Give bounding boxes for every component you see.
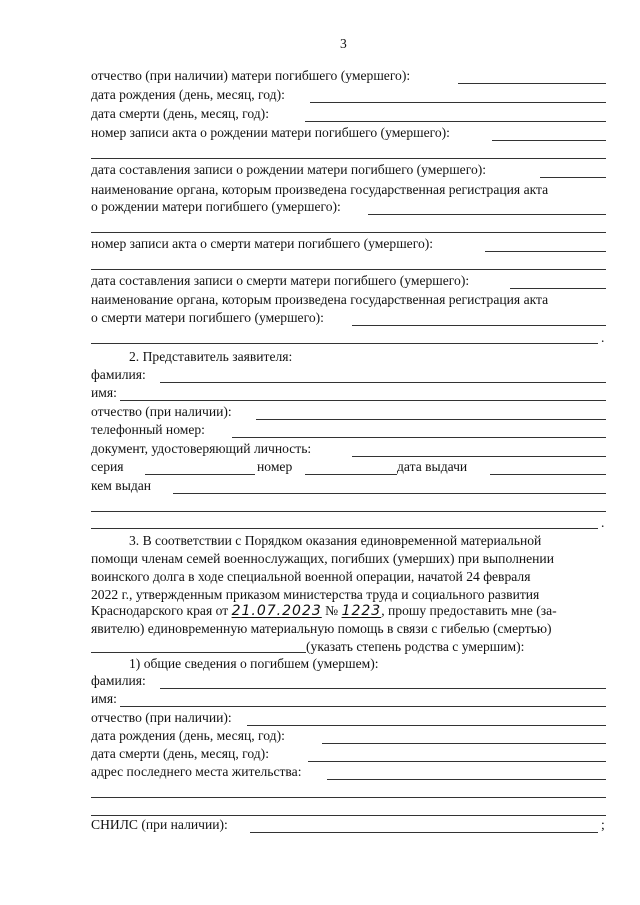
rep-issue-date-label: дата выдачи <box>397 459 468 474</box>
deceased-birth-date-line[interactable] <box>322 743 606 744</box>
rep-end-dot: . <box>601 515 605 530</box>
section3-line-4: 2022 г., утвержденным приказом министерства труда и социального развития <box>91 587 540 602</box>
section3-line-5 <box>91 603 557 619</box>
mother-patronymic-label: отчество (при наличии) матери погибшего (умершего): <box>91 68 411 83</box>
rep-surname-line[interactable] <box>160 382 606 383</box>
mother-death-date-line[interactable] <box>305 121 606 122</box>
mother-birth-org-label-2: о рождении матери погибшего (умершего): <box>91 199 341 214</box>
rep-issue-date-line[interactable] <box>490 474 606 475</box>
mother-birth-record-no-line-2[interactable] <box>91 158 606 159</box>
mother-death-record-no-line[interactable] <box>485 251 606 252</box>
mother-birth-date-label: дата рождения (день, месяц, год): <box>91 87 285 102</box>
deceased-death-date-line[interactable] <box>308 761 606 762</box>
rep-issued-by-line[interactable] <box>173 493 606 494</box>
kinship-line[interactable] <box>91 652 306 653</box>
rep-phone-label: телефонный номер: <box>91 422 205 437</box>
deceased-birth-date-label: дата рождения (день, месяц, год): <box>91 728 285 743</box>
page-number: 3 <box>340 36 347 51</box>
section3-line-3: воинского долга в ходе специальной военной операции, начатой 24 февраля <box>91 569 531 584</box>
deceased-name-line[interactable] <box>120 706 606 707</box>
mother-birth-record-date-label: дата составления записи о рождении матери погибшего (умершего): <box>91 162 487 177</box>
mother-death-org-line-2[interactable] <box>91 343 598 344</box>
section3-line-5-pre: Краснодарского края от <box>91 603 229 618</box>
deceased-address-line-2[interactable] <box>91 797 606 798</box>
snils-end-semicolon: ; <box>601 817 605 832</box>
mother-death-org-label-2: о смерти матери погибшего (умершего): <box>91 310 324 325</box>
mother-death-record-no-label: номер записи акта о смерти матери погибшего (умершего): <box>91 236 434 251</box>
rep-number-label: номер <box>257 459 293 474</box>
mother-end-dot: . <box>601 330 605 345</box>
deceased-address-line[interactable] <box>327 779 606 780</box>
mother-birth-org-line[interactable] <box>368 214 606 215</box>
deceased-address-label: адрес последнего места жительства: <box>91 764 302 779</box>
snils-label: СНИЛС (при наличии): <box>91 817 228 832</box>
mother-birth-org-line-2[interactable] <box>91 232 606 233</box>
mother-birth-org-label-1: наименование органа, которым произведена государственная регистрация акта <box>91 182 549 197</box>
general-info-heading: 1) общие сведения о погибшем (умершем): <box>129 656 379 671</box>
rep-id-doc-label: документ, удостоверяющий личность: <box>91 441 312 456</box>
mother-death-org-label-1: наименование органа, которым произведена государственная регистрация акта <box>91 292 549 307</box>
mother-death-date-label: дата смерти (день, месяц, год): <box>91 106 269 121</box>
number-sign: № <box>325 603 339 618</box>
section3-line-6: явителю) единовременную материальную помощь в связи с гибелью (смертью) <box>91 621 552 636</box>
deceased-death-date-label: дата смерти (день, месяц, год): <box>91 746 269 761</box>
rep-series-line[interactable] <box>145 474 255 475</box>
mother-death-org-line[interactable] <box>352 325 606 326</box>
rep-phone-line[interactable] <box>232 437 606 438</box>
mother-birth-record-date-line[interactable] <box>540 177 606 178</box>
deceased-name-label: имя: <box>91 691 117 706</box>
rep-patronymic-line[interactable] <box>256 419 606 420</box>
rep-issued-by-line-3[interactable] <box>91 528 598 529</box>
mother-birth-date-line[interactable] <box>310 102 606 103</box>
rep-name-label: имя: <box>91 385 117 400</box>
rep-issued-by-line-2[interactable] <box>91 511 606 512</box>
mother-birth-record-no-label: номер записи акта о рождении матери погибшего (умершего): <box>91 125 450 140</box>
rep-patronymic-label: отчество (при наличии): <box>91 404 232 419</box>
mother-death-record-date-label: дата составления записи о смерти матери погибшего (умершего): <box>91 273 470 288</box>
mother-death-record-no-line-2[interactable] <box>91 269 606 270</box>
section3-line-2: помощи членам семей военнослужащих, погибших (умерших) при выполнении <box>91 551 554 566</box>
mother-patronymic-line[interactable] <box>458 83 606 84</box>
kinship-hint: (указать степень родства с умершим): <box>306 639 525 654</box>
deceased-patronymic-line[interactable] <box>247 725 606 726</box>
deceased-address-line-3[interactable] <box>91 815 606 816</box>
rep-surname-label: фамилия: <box>91 367 146 382</box>
snils-line[interactable] <box>250 832 598 833</box>
rep-issued-by-label: кем выдан <box>91 478 152 493</box>
mother-birth-record-no-line[interactable] <box>492 140 606 141</box>
order-number-handwritten: 1223 <box>341 603 382 619</box>
mother-death-record-date-line[interactable] <box>510 288 606 289</box>
section3-line-5-post: , прошу предоставить мне (за- <box>381 603 557 618</box>
rep-id-doc-line[interactable] <box>352 456 606 457</box>
rep-name-line[interactable] <box>120 400 606 401</box>
deceased-patronymic-label: отчество (при наличии): <box>91 710 232 725</box>
rep-series-label: серия <box>91 459 124 474</box>
rep-number-line[interactable] <box>305 474 397 475</box>
representative-heading: 2. Представитель заявителя: <box>129 349 293 364</box>
order-date-handwritten: 21.07.2023 <box>231 603 322 619</box>
section3-line-1: 3. В соответствии с Порядком оказания единовременной материальной <box>129 533 542 548</box>
deceased-surname-label: фамилия: <box>91 673 146 688</box>
deceased-surname-line[interactable] <box>160 688 606 689</box>
